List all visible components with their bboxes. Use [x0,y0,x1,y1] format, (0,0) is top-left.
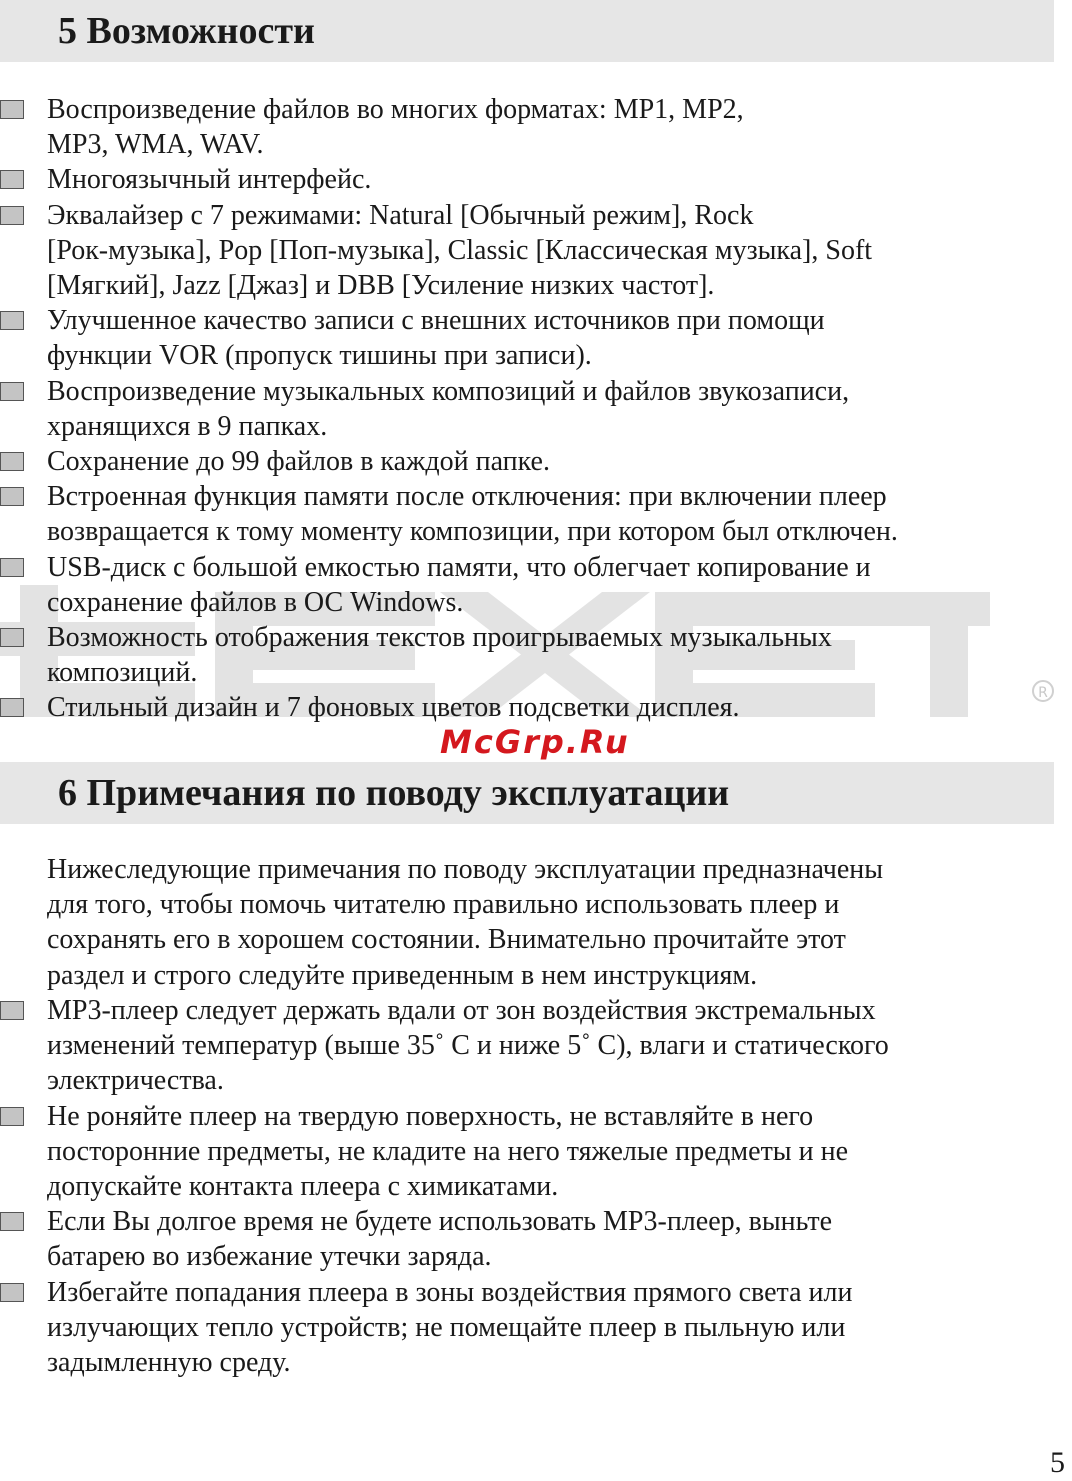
usage-notes-list [0,993,1062,1380]
square-bullet-icon [0,311,24,330]
feature-text: Встроенная функция памяти после отключения: при включении плеер возвращается к тому моменту композиции, при котором был отключен. [47,481,898,548]
square-bullet-icon [0,170,24,189]
note-text: Не роняйте плеер на твердую поверхность, не вставляйте в него посторонние предметы, не кладите на него тяжелые предметы и не допускайте контакта плеера с химикатами. [47,1100,849,1203]
feature-item [0,303,1062,373]
feature-text: Воспроизведение музыкальных композиций и файлов звукозаписи, хранящихся в 9 папках. [47,375,850,442]
site-watermark: McGrp.Ru [440,723,630,761]
note-text: Если Вы долгое время не будете использовать MP3-плеер, выньте батарею во избежание утечки заряда. [47,1206,833,1273]
note-item [0,1099,1062,1205]
section-6-header [0,762,1054,824]
feature-item [0,550,1062,620]
square-bullet-icon [0,1283,24,1302]
feature-item [0,479,1062,549]
square-bullet-icon [0,698,24,717]
feature-text: Возможность отображения текстов проигрываемых музыкальных композиций. [47,622,832,689]
feature-item [0,162,1062,197]
svg-text:R: R [1038,685,1048,701]
feature-item [0,374,1062,444]
square-bullet-icon [0,628,24,647]
section-6-title: 6 Примечания по поводу эксплуатации [58,772,730,814]
square-bullet-icon [0,487,24,506]
feature-text: Эквалайзер с 7 режимами: Natural [Обычный режим], Rock [Рок-музыка], Pop [Поп-музыка], Classic [Классическая музыка], Soft [Мягкий], Jazz [Джаз] и DBB [Усиление низких частот]. [47,199,873,302]
note-item [0,1204,1062,1274]
square-bullet-icon [0,452,24,471]
feature-item [0,620,1062,690]
note-item [0,1275,1062,1381]
feature-text: Сохранение до 99 файлов в каждой папке. [47,446,550,478]
feature-item [0,92,1062,162]
note-text: MP3-плеер следует держать вдали от зон воздействия экстремальных изменений температур (выше 35˚ С и ниже 5˚ С), влаги и статического электричества. [47,995,889,1097]
feature-item [0,690,1062,725]
square-bullet-icon [0,1107,24,1126]
note-item [0,993,1062,1099]
square-bullet-icon [0,558,24,577]
square-bullet-icon [0,100,24,119]
square-bullet-icon [0,382,24,401]
section-6-intro: Нижеследующие примечания по поводу эксплуатации предназначены для того, чтобы помочь читателю правильно использовать плеер и сохранять его в хорошем состоянии. Внимательно прочитайте этот раздел и строго следуйте приведенным в нем инструкциям. [47,854,884,991]
section-5-header [0,0,1054,62]
square-bullet-icon [0,1212,24,1231]
square-bullet-icon [0,206,24,225]
feature-text: USB-диск с большой емкостью памяти, что облегчает копирование и сохранение файлов в ОС Windows. [47,551,871,618]
square-bullet-icon [0,1001,24,1020]
feature-text: Воспроизведение файлов во многих форматах: MP1, MP2, MP3, WMA, WAV. [47,94,744,161]
feature-text: Многоязычный интерфейс. [47,164,372,196]
feature-item [0,444,1062,479]
feature-text: Улучшенное качество записи с внешних источников при помощи функции VOR (пропуск тишины при записи). [47,305,825,372]
feature-item [0,198,1062,304]
features-list [0,92,1062,726]
section-5-title: 5 Возможности [58,10,315,52]
note-text: Избегайте попадания плеера в зоны воздействия прямого света или излучающих тепло устройств; не помещайте плеер в пыльную или задымленную среду. [47,1276,853,1379]
feature-text: Стильный дизайн и 7 фоновых цветов подсветки дисплея. [47,692,740,724]
page-number: 5 [1050,1446,1065,1479]
